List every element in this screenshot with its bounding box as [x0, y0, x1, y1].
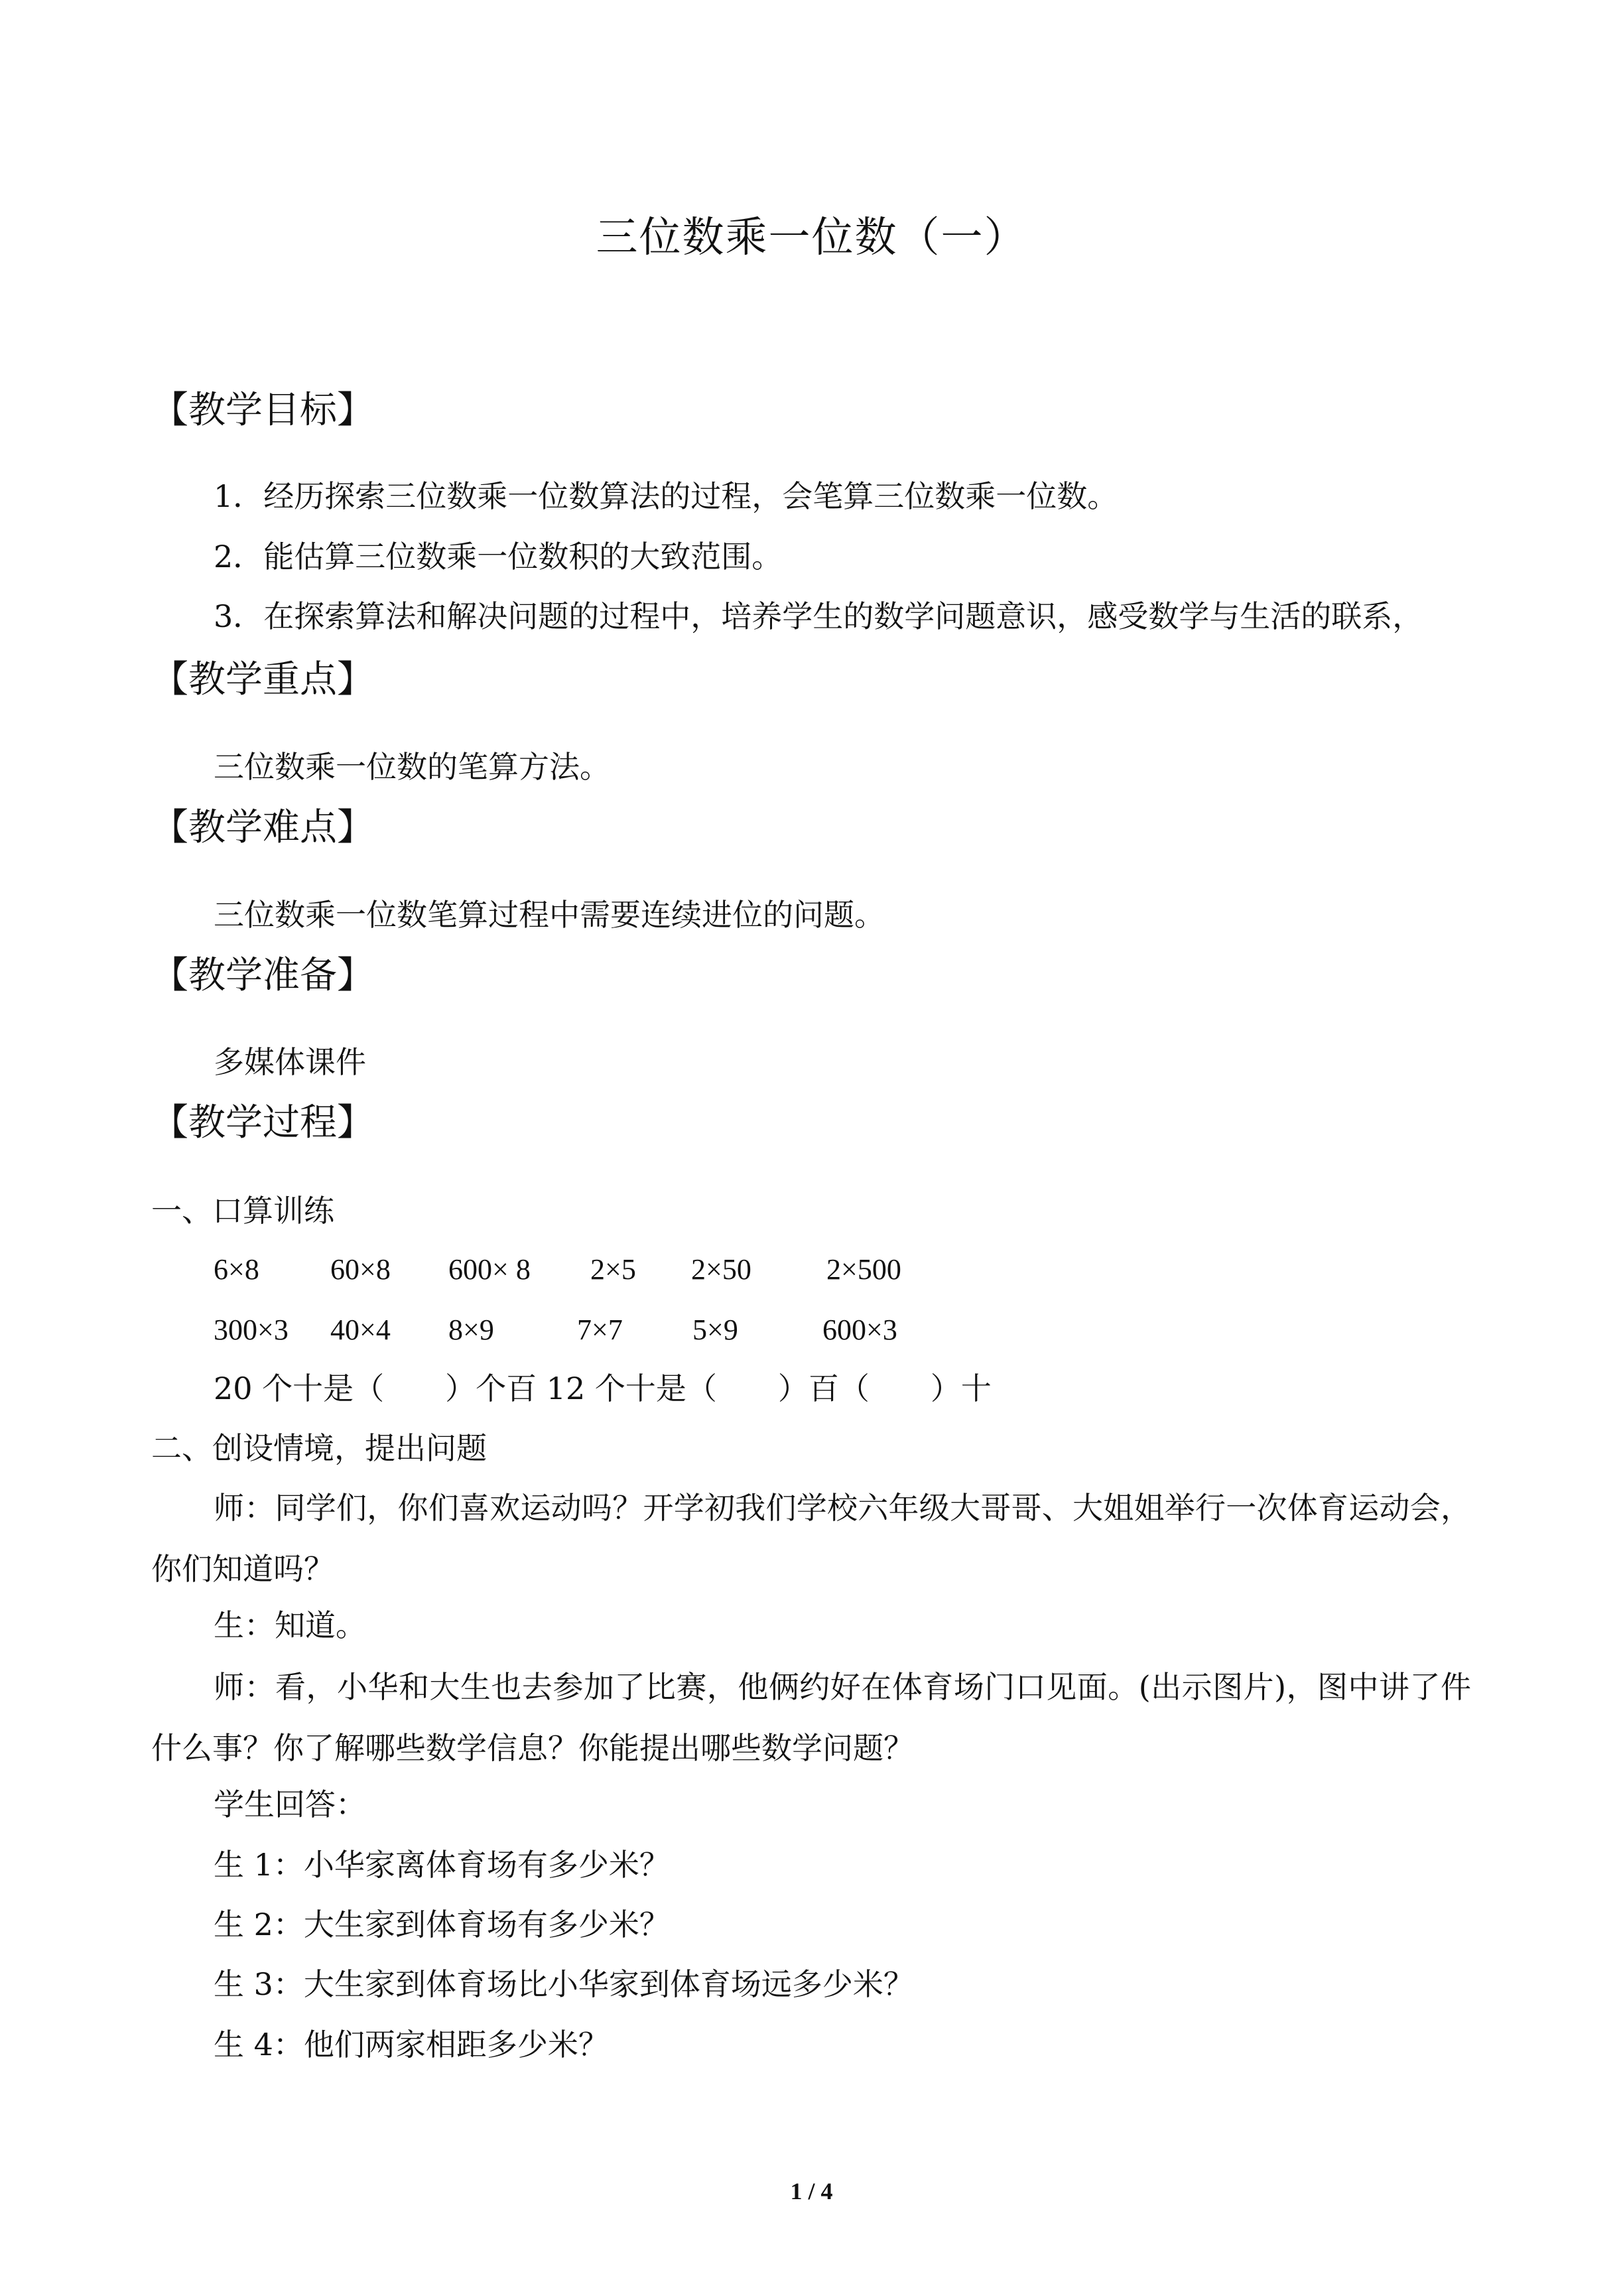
dialogue-line: 生 3：大生家到体育场比小华家到体育场远多少米？ — [214, 1966, 914, 2002]
goal-item-3: 3．在探索算法和解决问题的过程中，培养学生的数学问题意识，感受数学与生活的联系， — [214, 598, 1423, 634]
calc-item: 5×9 — [692, 1314, 738, 1346]
calc-row-1 — [214, 1249, 1341, 1290]
preparation-text: 多媒体课件 — [214, 1044, 366, 1080]
section-oral-calc-title: 一、口算训练 — [151, 1193, 334, 1229]
key-points-text: 三位数乘一位数的笔算方法。 — [214, 749, 610, 785]
dialogue-line: 生：知道。 — [214, 1607, 366, 1643]
dialogue-paragraph: 师：看，小华和大生也去参加了比赛，他俩约好在体育场门口见面。(出示图片)，图中讲了件什么事？你了解哪些数学信息？你能提出哪些数学问题？ — [151, 1669, 1471, 1766]
dialogue-line: 学生回答： — [214, 1787, 366, 1822]
calc-item: 40×4 — [330, 1314, 391, 1346]
document-title: 三位数乘一位数（一） — [596, 213, 1027, 261]
heading-preparation: 【教学准备】 — [151, 954, 374, 997]
calc-row-2 — [214, 1310, 1341, 1351]
calc-item: 60×8 — [330, 1253, 391, 1286]
page-number: 1 / 4 — [790, 2178, 833, 2204]
difficulties-text: 三位数乘一位数笔算过程中需要连续进位的问题。 — [214, 897, 885, 933]
calc-item: 2×5 — [590, 1253, 636, 1286]
section-scenario-title: 二、创设情境，提出问题 — [151, 1430, 487, 1466]
fill-blank-line: 20 个十是（ ）个百 12 个十是（ ）百（ ）十 — [214, 1371, 992, 1406]
heading-key-points: 【教学重点】 — [151, 658, 374, 701]
dialogue-line: 生 4：他们两家相距多少米？ — [214, 2027, 609, 2062]
calc-item: 600× 8 — [448, 1253, 531, 1286]
heading-difficulties: 【教学难点】 — [151, 806, 374, 849]
calc-item: 600×3 — [822, 1314, 897, 1346]
dialogue-line: 生 2：大生家到体育场有多少米？ — [214, 1907, 670, 1942]
heading-process: 【教学过程】 — [151, 1101, 374, 1144]
calc-item: 2×50 — [691, 1253, 751, 1286]
calc-item: 300×3 — [214, 1314, 289, 1346]
dialogue-line: 生 1：小华家离体育场有多少米？ — [214, 1847, 670, 1883]
calc-item: 6×8 — [214, 1253, 259, 1286]
goal-item-2: 2．能估算三位数乘一位数积的大致范围。 — [214, 539, 783, 574]
calc-item: 7×7 — [577, 1314, 623, 1346]
dialogue-paragraph: 师：同学们，你们喜欢运动吗？开学初我们学校六年级大哥哥、大姐姐举行一次体育运动会，你们知道吗？ — [151, 1490, 1471, 1587]
calc-item: 2×500 — [826, 1253, 901, 1286]
goal-item-1: 1．经历探索三位数乘一位数算法的过程，会笔算三位数乘一位数。 — [214, 478, 1118, 514]
heading-teaching-goals: 【教学目标】 — [151, 389, 374, 432]
calc-item: 8×9 — [448, 1314, 494, 1346]
